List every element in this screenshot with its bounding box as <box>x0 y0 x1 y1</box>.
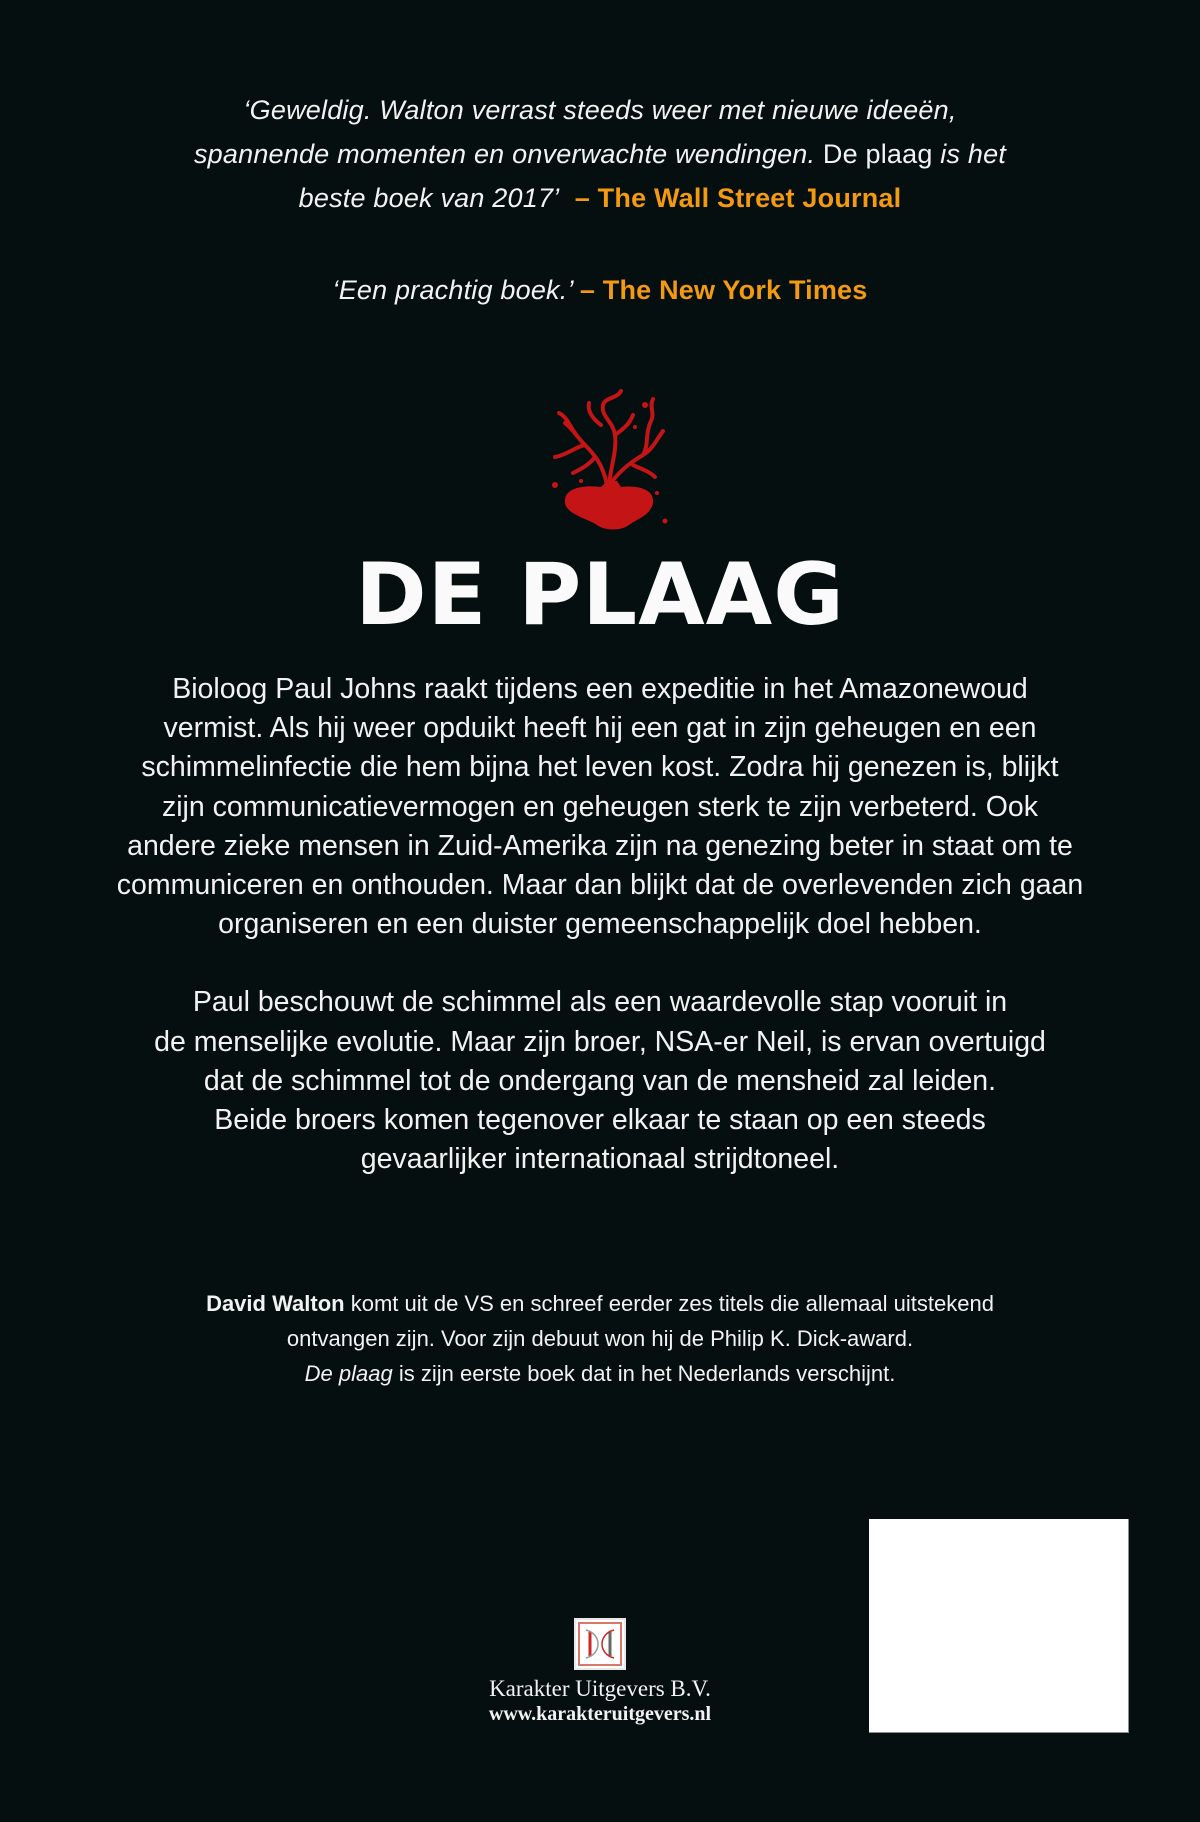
quote-emphasis: De plaag <box>822 139 933 169</box>
blurb-line: schimmelinfectie die hem bijna het leven kost. Zodra hij genezen is, blijkt <box>141 751 1059 784</box>
blurb-paragraph-2 <box>70 983 1130 1179</box>
blurb-line: organiseren en een duister gemeenschappelijk doel hebben. <box>218 908 982 941</box>
blurb-line: andere zieke mensen in Zuid-Amerika zijn na genezing beter in staat om te <box>127 829 1073 862</box>
quote-source: – The Wall Street Journal <box>574 183 902 213</box>
blurb-line: zijn communicatievermogen en geheugen sterk te zijn verbeterd. Ook <box>161 790 1039 823</box>
quote-nyt <box>0 268 1200 312</box>
blurb-paragraph-1 <box>70 670 1130 944</box>
blurb <box>70 670 1130 1179</box>
blurb-line: de menselijke evolutie. Maar zijn broer, NSA-er Neil, is ervan overtuigd <box>154 1025 1046 1058</box>
blurb-line: dat de schimmel tot de ondergang van de mensheid zal leiden. <box>203 1064 997 1097</box>
barcode-placeholder <box>869 1519 1129 1733</box>
blurb-line: Beide broers komen tegenover elkaar te staan op een steeds <box>214 1104 986 1137</box>
quote-text: ‘Een prachtig boek.’ <box>332 275 573 305</box>
book-title: DE PLAAG <box>355 545 845 645</box>
publisher <box>440 1618 760 1726</box>
publisher-url[interactable]: www.karakteruitgevers.nl <box>488 1703 712 1725</box>
karakter-km-logo-icon <box>574 1618 626 1670</box>
fungus-tree-icon <box>545 385 675 530</box>
quote-source: – The New York Times <box>579 275 868 305</box>
quote-line: beste boek van 2017’ – The Wall Street Journal <box>298 183 902 213</box>
author-line: ontvangen zijn. Voor zijn debuut won hij de Philip K. Dick-award. <box>286 1326 914 1351</box>
blurb-line: gevaarlijker internationaal strijdtoneel. <box>360 1143 840 1176</box>
blurb-line: communiceren en onthouden. Maar dan blijkt dat de overlevenden zich gaan <box>116 869 1084 902</box>
quote-line: ‘Geweldig. Walton verrast steeds weer met nieuwe ideeën, <box>243 95 957 125</box>
author-bio: David Walton komt uit de VS en schreef eerder zes titels die allemaal uitstekend ontvangen zijn. Voor zijn debuut won hij de Philip K. Dick-award. De plaag is zijn eerste boek dat in het Nederlands verschijnt. <box>100 1286 1100 1391</box>
author-name: David Walton <box>206 1291 345 1316</box>
publisher-name: Karakter Uitgevers B.V. <box>489 1676 711 1701</box>
quote-wsj <box>0 88 1200 220</box>
blurb-line: Bioloog Paul Johns raakt tijdens een expeditie in het Amazonewoud <box>172 673 1028 705</box>
review-quotes <box>0 88 1200 312</box>
book-title-italic: De plaag <box>304 1361 393 1386</box>
blurb-line: vermist. Als hij weer opduikt heeft hij een gat in zijn geheugen en een <box>163 712 1037 745</box>
quote-line: spannende momenten en onverwachte wendingen. De plaag is het <box>193 139 1007 169</box>
blurb-line: Paul beschouwt de schimmel als een waardevolle stap vooruit in <box>192 986 1008 1019</box>
